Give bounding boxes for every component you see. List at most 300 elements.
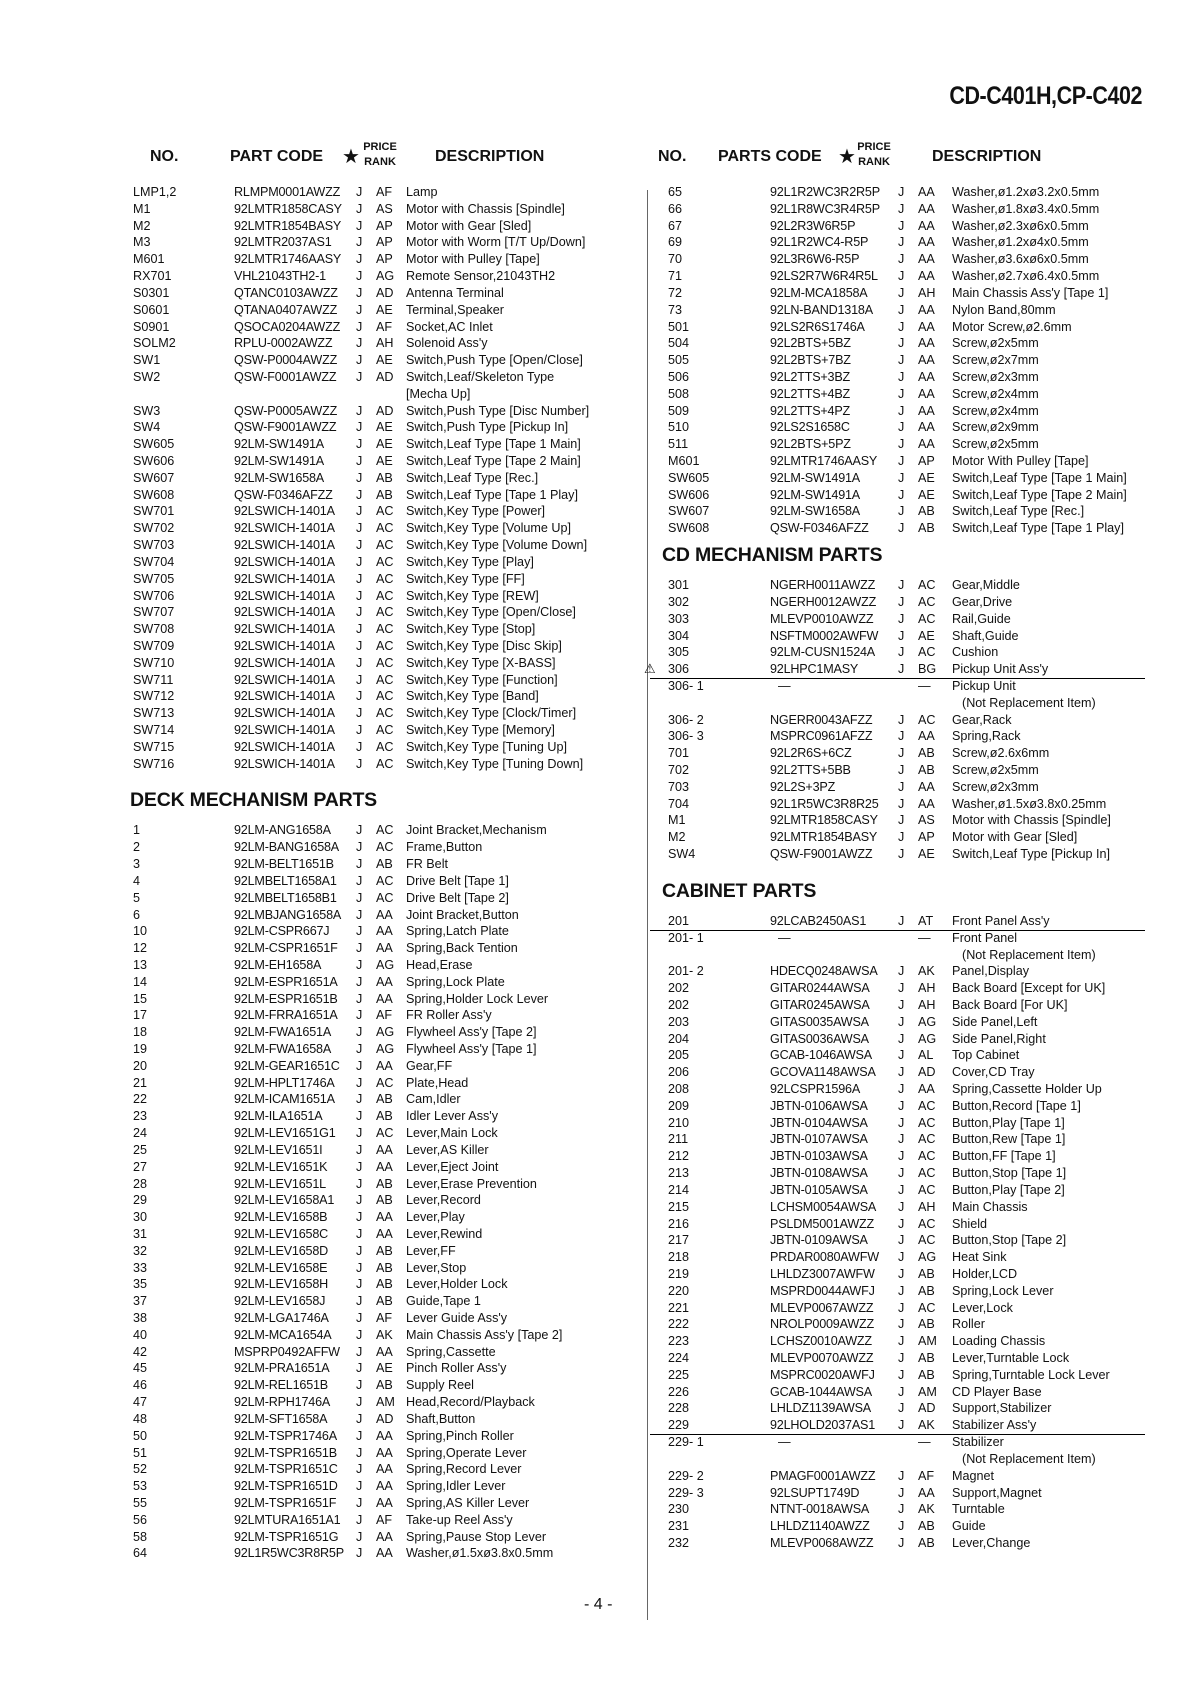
part-code: QSW-F0346AFZZ xyxy=(234,487,333,502)
part-number: 24 xyxy=(133,1126,148,1141)
part-description: Button,FF [Tape 1] xyxy=(952,1149,1056,1164)
table-row xyxy=(662,1283,1172,1300)
parts-list-cabinet xyxy=(662,913,1172,1552)
part-code: LCHSZ0010AWZZ xyxy=(770,1334,872,1349)
price-rank: AK xyxy=(918,1502,935,1517)
price-code: J xyxy=(356,285,363,300)
part-code: 92LM-TSPR1651B xyxy=(234,1445,337,1460)
table-row xyxy=(644,661,1172,678)
part-description: Washer,ø1.8xø3.4x0.5mm xyxy=(952,201,1100,216)
table-row xyxy=(130,571,640,588)
price-code: J xyxy=(356,1159,363,1174)
price-code: J xyxy=(898,611,905,626)
table-row xyxy=(130,1512,640,1529)
table-row xyxy=(662,1014,1172,1031)
price-code: J xyxy=(898,521,905,536)
part-description: Heat Sink xyxy=(952,1250,1007,1265)
part-number: 202 xyxy=(668,981,690,996)
price-rank: AA xyxy=(918,201,935,216)
part-number: 55 xyxy=(133,1495,148,1510)
price-rank: AA xyxy=(376,907,393,922)
table-row xyxy=(130,436,640,453)
part-number: 38 xyxy=(133,1311,148,1325)
part-description: Main Chassis xyxy=(952,1199,1028,1214)
price-code: J xyxy=(356,1546,363,1561)
part-code: JBTN-0108AWSA xyxy=(770,1166,868,1181)
price-code: J xyxy=(898,763,905,777)
table-row xyxy=(662,728,1172,745)
table-row xyxy=(130,722,640,739)
price-code: J xyxy=(356,336,363,351)
price-code: J xyxy=(356,588,363,603)
header-description: DESCRIPTION xyxy=(435,148,545,165)
table-row xyxy=(130,487,640,504)
table-row xyxy=(662,1468,1172,1485)
part-code: QSOCA0204AWZZ xyxy=(234,319,341,334)
price-rank: AK xyxy=(376,1327,393,1342)
price-rank: AC xyxy=(376,538,394,553)
price-rank: AF xyxy=(376,1008,393,1023)
part-code: 92LM-LEV1658H xyxy=(234,1277,329,1292)
part-description: Support,Magnet xyxy=(952,1485,1042,1500)
part-description: Back Board [For UK] xyxy=(952,997,1068,1012)
price-code: J xyxy=(356,622,363,637)
part-code: QSW-F0001AWZZ xyxy=(234,369,337,384)
part-description: Lever,Main Lock xyxy=(406,1126,498,1141)
part-code: 92LM-RPH1746A xyxy=(234,1395,331,1410)
price-rank: AF xyxy=(376,1311,393,1325)
table-row xyxy=(130,957,640,974)
part-code: 92LM-ILA1651A xyxy=(234,1109,323,1124)
price-rank: AC xyxy=(376,554,394,569)
part-code: MLEVP0068AWZZ xyxy=(770,1535,874,1550)
part-code: RLMPM0001AWZZ xyxy=(234,185,341,199)
price-rank: AE xyxy=(376,420,393,435)
left-column xyxy=(130,140,640,1562)
price-rank: AB xyxy=(376,1176,393,1191)
price-code: J xyxy=(356,857,363,872)
part-number: 70 xyxy=(668,252,683,267)
part-description: FR Belt xyxy=(406,857,448,872)
table-row xyxy=(662,1131,1172,1148)
table-row xyxy=(130,1041,640,1058)
price-rank: AC xyxy=(376,739,394,754)
part-description: Spring,Turntable Lock Lever xyxy=(952,1367,1110,1382)
table-row xyxy=(662,487,1172,504)
table-row xyxy=(662,762,1172,779)
price-code: J xyxy=(898,645,905,660)
price-rank: AE xyxy=(376,454,393,468)
part-code: 92LCSPR1596A xyxy=(770,1082,861,1096)
price-code: J xyxy=(356,302,363,317)
part-description: Lever,Change xyxy=(952,1535,1031,1550)
price-rank: AB xyxy=(918,1351,935,1365)
price-rank: AA xyxy=(918,386,935,401)
table-row xyxy=(662,1518,1172,1535)
price-rank: AD xyxy=(918,1065,936,1080)
price-rank: AC xyxy=(376,504,394,519)
table-row xyxy=(662,997,1172,1014)
price-code: J xyxy=(898,729,905,744)
part-number: 37 xyxy=(133,1294,148,1309)
part-code: 92L2TTS+5BB xyxy=(770,763,851,777)
part-number: 231 xyxy=(668,1519,690,1534)
part-code: QSW-P0005AWZZ xyxy=(234,403,338,418)
table-row xyxy=(662,1081,1172,1098)
table-row xyxy=(662,947,1172,964)
part-description: Holder,LCD xyxy=(952,1266,1018,1281)
part-description: Switch,Push Type [Open/Close] xyxy=(406,353,583,368)
part-description: Switch,Push Type [Pickup In] xyxy=(406,420,569,435)
part-number: 224 xyxy=(668,1351,690,1365)
part-number: 212 xyxy=(668,1149,690,1164)
part-description: Button,Record [Tape 1] xyxy=(952,1098,1081,1113)
price-rank: AA xyxy=(918,269,935,284)
part-description: (Not Replacement Item) xyxy=(962,695,1096,710)
part-code: GCOVA1148AWSA xyxy=(770,1065,876,1080)
price-code: J xyxy=(898,1418,905,1433)
price-rank: AG xyxy=(918,1031,937,1046)
price-rank: AM xyxy=(918,1384,937,1399)
table-row xyxy=(130,184,640,201)
part-code: 92L1R5WC3R8R25 xyxy=(770,796,879,811)
part-code: 92LS2S1658C xyxy=(770,420,850,435)
part-number: 223 xyxy=(668,1334,690,1349)
part-code: 92L1R8WC3R4R5P xyxy=(770,201,880,216)
part-code: GCAB-1044AWSA xyxy=(770,1384,872,1399)
part-description: Lever,Lock xyxy=(952,1300,1013,1315)
header-code: PART CODE xyxy=(230,148,324,165)
part-code: 92L2BTS+5PZ xyxy=(770,437,851,452)
price-code: J xyxy=(356,1092,363,1107)
part-number: 208 xyxy=(668,1082,690,1096)
part-number: 210 xyxy=(668,1115,690,1130)
table-row xyxy=(662,829,1172,846)
part-code: NTNT-0018AWSA xyxy=(770,1502,870,1517)
part-description: Supply Reel xyxy=(406,1378,474,1393)
table-row xyxy=(130,1007,640,1024)
price-rank: AC xyxy=(376,521,394,536)
part-description: Button,Rew [Tape 1] xyxy=(952,1132,1066,1147)
part-number: M601 xyxy=(668,454,700,468)
table-row xyxy=(130,1276,640,1293)
part-number: 230 xyxy=(668,1502,690,1517)
price-code: J xyxy=(356,941,363,956)
part-number: 201 xyxy=(668,913,690,928)
part-number: 20 xyxy=(133,1058,148,1073)
price-rank: AD xyxy=(376,1411,394,1426)
part-number: 1 xyxy=(133,823,141,838)
part-description: Switch,Key Type [Tuning Down] xyxy=(406,756,584,771)
table-row xyxy=(130,470,640,487)
price-rank: AB xyxy=(918,1317,935,1332)
part-description: Antenna Terminal xyxy=(406,285,504,300)
price-code: J xyxy=(356,403,363,418)
price-code: J xyxy=(356,605,363,620)
part-description: Spring,Cassette Holder Up xyxy=(952,1082,1102,1096)
part-number: SW708 xyxy=(133,622,175,637)
price-rank: AC xyxy=(918,645,936,660)
part-description: Lamp xyxy=(406,185,438,199)
price-rank: AC xyxy=(376,723,394,737)
part-number: 505 xyxy=(668,353,690,368)
part-number: SW704 xyxy=(133,554,175,569)
price-code: J xyxy=(356,1327,363,1342)
part-number: 29 xyxy=(133,1193,148,1208)
part-code: 92L2BTS+5BZ xyxy=(770,336,851,351)
price-rank: — xyxy=(918,678,931,693)
part-number: 12 xyxy=(133,941,148,956)
part-code: 92LM-SW1491A xyxy=(234,454,324,468)
part-code: NGERH0012AWZZ xyxy=(770,594,877,609)
price-rank: AB xyxy=(918,1367,935,1382)
price-rank: AC xyxy=(918,1233,936,1248)
part-description: Lever,Eject Joint xyxy=(406,1159,499,1174)
table-row xyxy=(130,873,640,890)
part-number: 6 xyxy=(133,907,141,922)
part-description: Washer,ø2.3xø6x0.5mm xyxy=(952,218,1089,233)
table-row xyxy=(130,1529,640,1546)
part-number: 204 xyxy=(668,1031,690,1046)
price-code: J xyxy=(356,571,363,586)
part-number: 3 xyxy=(133,857,141,872)
part-number: 511 xyxy=(668,437,689,452)
price-rank: AA xyxy=(376,941,393,956)
price-rank: AB xyxy=(376,1193,393,1208)
part-code: 92LM-LEV1658A1 xyxy=(234,1193,335,1208)
section-title-cd: CD MECHANISM PARTS xyxy=(662,544,883,567)
part-number: 226 xyxy=(668,1384,690,1399)
price-rank: AB xyxy=(376,487,393,502)
part-number: 225 xyxy=(668,1367,690,1382)
part-code: GITAS0035AWSA xyxy=(770,1014,869,1029)
part-code: 92LM-ESPR1651B xyxy=(234,991,338,1006)
part-description: Switch,Leaf Type [Tape 1 Play] xyxy=(952,521,1124,536)
part-number: SW608 xyxy=(668,521,710,536)
price-code: J xyxy=(356,521,363,536)
part-description: Button,Play [Tape 1] xyxy=(952,1115,1065,1130)
part-description: Motor with Pulley [Tape] xyxy=(406,252,540,267)
table-row xyxy=(130,1411,640,1428)
part-code: 92LM-TSPR1746A xyxy=(234,1428,337,1443)
price-code: J xyxy=(898,847,905,862)
parts-list-deck-continued xyxy=(662,184,1172,537)
part-number: 23 xyxy=(133,1109,148,1124)
table-row xyxy=(130,537,640,554)
price-code: J xyxy=(356,1210,363,1225)
price-code: J xyxy=(356,185,363,199)
sub-item-rule xyxy=(650,930,1145,931)
price-rank: AP xyxy=(918,454,935,468)
table-row xyxy=(662,796,1172,813)
price-code: J xyxy=(356,974,363,989)
part-code: 92LMBELT1658B1 xyxy=(234,890,337,905)
part-code: 92L2TTS+4BZ xyxy=(770,386,851,401)
price-code: J xyxy=(356,689,363,704)
price-rank: AG xyxy=(376,957,395,972)
part-number: SW4 xyxy=(668,847,696,862)
price-code: J xyxy=(898,662,905,677)
part-code: 92L1R2WC4-R5P xyxy=(770,235,869,250)
part-number: 229- 1 xyxy=(668,1435,704,1450)
part-number: 33 xyxy=(133,1260,148,1275)
price-code: J xyxy=(356,1378,363,1393)
part-description: Button,Stop [Tape 1] xyxy=(952,1166,1067,1181)
part-description: Motor with Gear [Sled] xyxy=(406,218,532,233)
part-number: 42 xyxy=(133,1344,148,1359)
price-rank: AC xyxy=(376,638,394,653)
table-row xyxy=(662,1300,1172,1317)
price-code: J xyxy=(898,285,905,300)
price-rank: AB xyxy=(918,1519,935,1534)
part-number: 508 xyxy=(668,386,690,401)
part-code: 92LM-LEV1651K xyxy=(234,1159,328,1174)
price-rank: AA xyxy=(918,403,935,418)
price-code: J xyxy=(898,1266,905,1281)
part-code: LHLDZ1140AWZZ xyxy=(770,1519,870,1534)
part-number: 47 xyxy=(133,1395,148,1410)
part-number: M1 xyxy=(668,813,686,828)
price-rank: AB xyxy=(376,1260,393,1275)
part-code: 92LSWICH-1401A xyxy=(234,521,335,536)
part-description: Switch,Key Type [FF] xyxy=(406,571,525,586)
price-code: J xyxy=(356,353,363,368)
part-number: 504 xyxy=(668,336,690,351)
table-row xyxy=(662,1333,1172,1350)
price-rank: AE xyxy=(918,487,935,502)
table-row xyxy=(130,268,640,285)
price-code: J xyxy=(898,218,905,233)
table-row xyxy=(130,739,640,756)
table-row xyxy=(662,352,1172,369)
part-description: Spring,Cassette xyxy=(406,1344,496,1359)
table-row xyxy=(662,846,1172,863)
price-code: J xyxy=(898,997,905,1012)
part-description: Switch,Key Type [Function] xyxy=(406,672,558,687)
header-no: NO. xyxy=(658,148,687,165)
part-number: 27 xyxy=(133,1159,148,1174)
part-code: 92LM-LGA1746A xyxy=(234,1311,329,1325)
page-title: CD-C401H,CP-C402 xyxy=(949,82,1142,110)
part-number: LMP1,2 xyxy=(133,185,177,199)
price-code: J xyxy=(356,437,363,452)
part-code: 92LMTR1858CASY xyxy=(234,201,342,216)
part-code: — xyxy=(778,1435,791,1450)
part-description: Washer,ø1.5xø3.8x0.5mm xyxy=(406,1546,554,1561)
price-code: J xyxy=(356,723,363,737)
price-code: J xyxy=(356,504,363,519)
part-number: 506 xyxy=(668,369,690,384)
part-description: Switch,Leaf Type [Tape 1 Main] xyxy=(406,437,581,452)
price-rank: AF xyxy=(376,185,393,199)
part-code: 92LM-LEV1658C xyxy=(234,1226,329,1241)
price-rank: AA xyxy=(376,1495,393,1510)
part-description: Main Chassis Ass'y [Tape 1] xyxy=(952,285,1109,300)
part-description: Switch,Push Type [Disc Number] xyxy=(406,403,590,418)
price-code: J xyxy=(898,1351,905,1365)
header-code: PARTS CODE xyxy=(718,148,822,165)
part-code: 92LN-BAND1318A xyxy=(770,302,873,317)
table-row xyxy=(662,695,1172,712)
part-description: Switch,Key Type [Memory] xyxy=(406,723,555,737)
part-description: Cushion xyxy=(952,645,999,660)
part-description: Turntable xyxy=(952,1502,1005,1517)
table-row xyxy=(662,980,1172,997)
part-code: 92LM-SW1491A xyxy=(770,487,860,502)
part-description: Button,Stop [Tape 2] xyxy=(952,1233,1067,1248)
price-code: J xyxy=(356,1411,363,1426)
price-code: J xyxy=(356,1075,363,1090)
part-code: LCHSM0054AWSA xyxy=(770,1199,877,1214)
part-code: MSPRP0492AFFW xyxy=(234,1344,340,1359)
price-rank: AM xyxy=(376,1395,395,1410)
table-row xyxy=(130,1209,640,1226)
part-code: 92LM-CUSN1524A xyxy=(770,645,875,660)
price-code: J xyxy=(898,1334,905,1349)
table-row xyxy=(130,1293,640,1310)
price-code: J xyxy=(898,1502,905,1517)
price-rank: AC xyxy=(918,1166,936,1181)
price-rank: AT xyxy=(918,913,934,928)
part-description: Motor with Worm [T/T Up/Down] xyxy=(406,235,586,250)
part-code: 92LM-SW1491A xyxy=(770,470,860,485)
part-code: 92LMTR1858CASY xyxy=(770,813,878,828)
price-code: J xyxy=(898,1300,905,1315)
table-row xyxy=(130,655,640,672)
part-description: Shaft,Button xyxy=(406,1411,476,1426)
table-row xyxy=(662,644,1172,661)
price-rank: AC xyxy=(376,588,394,603)
table-row xyxy=(662,369,1172,386)
part-code: 92LM-TSPR1651C xyxy=(234,1462,338,1477)
part-number: SW706 xyxy=(133,588,175,603)
table-row xyxy=(130,839,640,856)
price-rank: AP xyxy=(376,235,393,250)
price-code: J xyxy=(898,235,905,250)
table-row xyxy=(662,268,1172,285)
table-row xyxy=(130,1344,640,1361)
part-code: 92LSWICH-1401A xyxy=(234,504,335,519)
price-code: J xyxy=(898,796,905,811)
table-row xyxy=(130,1226,640,1243)
part-code: 92L2BTS+7BZ xyxy=(770,353,851,368)
price-code: J xyxy=(356,1311,363,1325)
price-code: J xyxy=(898,1485,905,1500)
price-code: J xyxy=(898,1384,905,1399)
table-row xyxy=(662,1434,1172,1451)
price-rank: AC xyxy=(918,611,936,626)
price-code: J xyxy=(356,1344,363,1359)
price-rank: AK xyxy=(918,964,935,979)
table-row xyxy=(130,369,640,386)
price-rank: AA xyxy=(918,336,935,351)
table-row xyxy=(130,822,640,839)
price-code: J xyxy=(356,1395,363,1410)
table-row xyxy=(130,386,640,403)
table-row xyxy=(130,1058,640,1075)
table-header xyxy=(130,140,640,184)
part-description: Pinch Roller Ass'y xyxy=(406,1361,507,1376)
part-code: 92LM-SW1658A xyxy=(234,470,324,485)
part-description: Motor with Gear [Sled] xyxy=(952,830,1078,845)
part-description: Frame,Button xyxy=(406,840,483,855)
part-code: QSW-F9001AWZZ xyxy=(234,420,337,435)
part-description: Flywheel Ass'y [Tape 1] xyxy=(406,1042,537,1056)
table-row xyxy=(130,520,640,537)
price-rank: AC xyxy=(376,756,394,771)
part-description: Cam,Idler xyxy=(406,1092,461,1107)
part-code: VHL21043TH2-1 xyxy=(234,269,326,284)
